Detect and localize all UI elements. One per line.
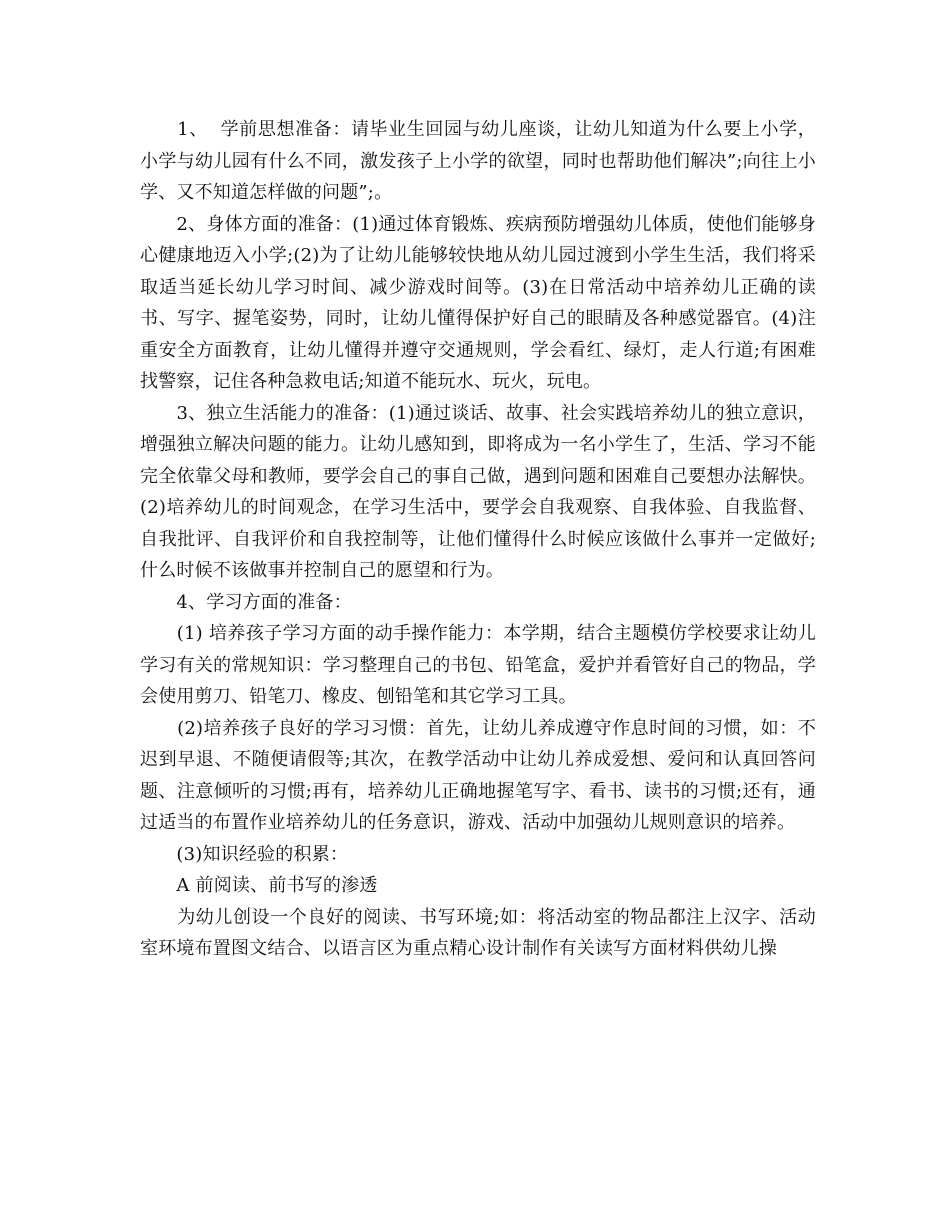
paragraph-4-1-hands-on-ability: (1) 培养孩子学习方面的动手操作能力：本学期，结合主题模仿学校要求让幼儿学习有关的常规知识：学习整理自己的书包、铅笔盒，爱护并看管好自己的物品，学会使用剪刀、铅笔刀、橡皮、刨铅笔和其它学习工具。 — [140, 623, 816, 707]
document-body — [140, 114, 816, 965]
paragraph-4-learning-heading: 4、学习方面的准备： — [140, 591, 352, 613]
paragraph-reading-environment: 为幼儿创设一个良好的阅读、书写环境;如：将活动室的物品都注上汉字、活动室环境布置图文结合、以语言区为重点精心设计制作有关读写方面材料供幼儿操 — [140, 906, 816, 959]
paragraph-4-2-study-habits: (2)培养孩子良好的学习习惯：首先，让幼儿养成遵守作息时间的习惯，如：不迟到早退、不随便请假等;其次，在教学活动中让幼儿养成爱想、爱问和认真回答问题、注意倾听的习惯;再有，培养幼儿正确地握笔写字、看书、读书的习惯;还有，通过适当的布置作业培养幼儿的任务意识，游戏、活动中加强幼儿规则意识的培养。 — [140, 717, 816, 833]
paragraph-1-thought-preparation: 1、 学前思想准备：请毕业生回园与幼儿座谈，让幼儿知道为什么要上小学，小学与幼儿园有什么不同，激发孩子上小学的欲望，同时也帮助他们解决”;向往上小学、又不知道怎样做的问题”;。 — [140, 119, 816, 203]
paragraph-4-3-knowledge-heading: (3)知识经验的积累： — [140, 843, 349, 865]
paragraph-2-physical-preparation: 2、身体方面的准备：(1)通过体育锻炼、疾病预防增强幼儿体质，使他们能够身心健康地迈入小学;(2)为了让幼儿能够较快地从幼儿园过渡到小学生生活，我们将采取适当延长幼儿学习时间、减少游戏时间等。(3)在日常活动中培养幼儿正确的读书、写字、握笔姿势，同时，让幼儿懂得保护好自己的眼睛及各种感觉器官。(4)注重安全方面教育，让幼儿懂得并遵守交通规则，学会看红、绿灯，走人行道;有困难找警察，记住各种急救电话;知道不能玩水、玩火，玩电。 — [140, 213, 816, 392]
paragraph-3-independent-living: 3、独立生活能力的准备：(1)通过谈话、故事、社会实践培养幼儿的独立意识，增强独立解决问题的能力。让幼儿感知到，即将成为一名小学生了，生活、学习不能完全依靠父母和教师，要学会自己的事自己做，遇到问题和困难自己要想办法解快。(2)培养幼儿的时间观念，在学习生活中，要学会自我观察、自我体验、自我监督、自我批评、自我评价和自我控制等，让他们懂得什么时候应该做什么事并一定做好;什么时候不该做事并控制自己的愿望和行为。 — [140, 402, 816, 581]
paragraph-a-reading-writing: A 前阅读、前书写的渗透 — [140, 875, 378, 896]
